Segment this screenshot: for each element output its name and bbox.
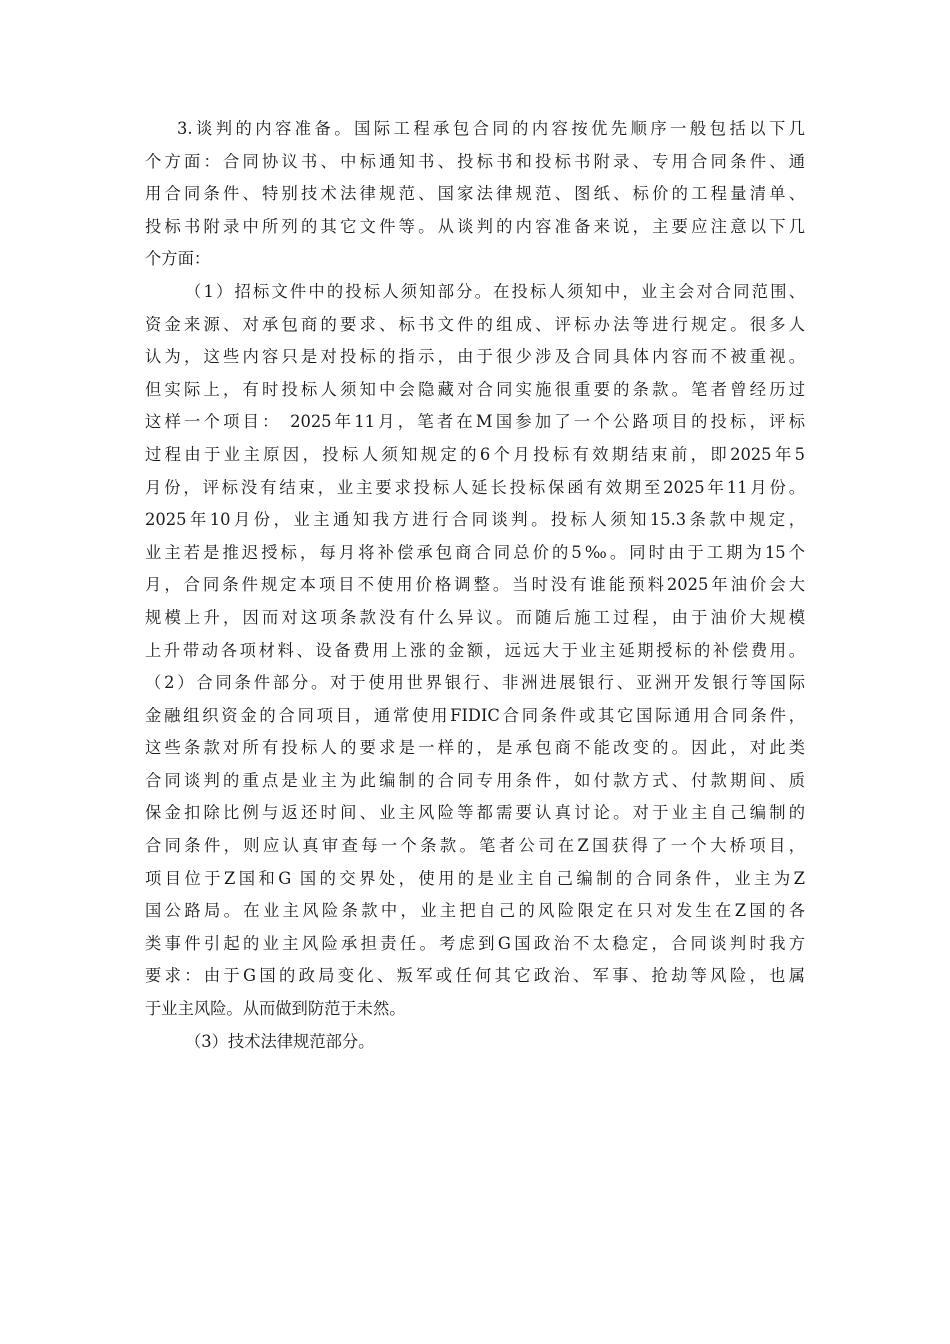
text-line: 国公路局。在业主风险条款中，业主把自己的风险限定在只对发生在Z国的各 xyxy=(145,901,805,921)
text-line: 2025年10月份，业主通知我方进行合同谈判。投标人须知15.3条款中规定， xyxy=(145,510,805,530)
text-line: 这样一个项目： 2025年11月，笔者在M国参加了一个公路项目的投标，评标 xyxy=(145,412,805,432)
text-line: 个方面： xyxy=(145,249,211,269)
text-line: 业主若是推迟授标，每月将补偿承包商合同总价的5‰。同时由于工期为15个 xyxy=(145,542,805,562)
text-line: 于业主风险。从而做到防范于未然。 xyxy=(145,999,406,1019)
text-line: 过程由于业主原因，投标人须知规定的6个月投标有效期结束前，即2025年5 xyxy=(145,444,805,464)
text-line: 资金来源、对承包商的要求、标书文件的组成、评标办法等进行规定。很多人 xyxy=(145,314,805,334)
text-line: 合同谈判的重点是业主为此编制的合同专用条件，如付款方式、付款期间、质 xyxy=(145,770,805,790)
text-line: 但实际上，有时投标人须知中会隐藏对合同实施很重要的条款。笔者曾经历过 xyxy=(145,379,805,399)
text-line: 上升带动各项材料、设备费用上涨的金额，远远大于业主延期授标的补偿费用。 xyxy=(145,640,805,660)
text-line: 投标书附录中所列的其它文件等。从谈判的内容准备来说，主要应注意以下几 xyxy=(145,216,805,236)
text-line: 个方面：合同协议书、中标通知书、投标书和投标书附录、专用合同条件、通 xyxy=(145,151,805,171)
text-line: 项目位于Z国和G 国的交界处，使用的是业主自己编制的合同条件，业主为Z xyxy=(145,868,805,888)
text-line: 用合同条件、特别技术法律规范、国家法律规范、图纸、标价的工程量清单、 xyxy=(145,184,805,204)
text-line: 要求：由于G国的政局变化、叛军或任何其它政治、军事、抢劫等风险，也属 xyxy=(145,966,805,986)
text-line: 规模上升，因而对这项条款没有什么异议。而随后施工过程，由于油价大规模 xyxy=(145,607,805,627)
text-line: 认为，这些内容只是对投标的指示，由于很少涉及合同具体内容而不被重视。 xyxy=(145,347,805,367)
text-line: （2）合同条件部分。对于使用世界银行、非洲进展银行、亚洲开发银行等国际 xyxy=(145,673,805,693)
text-line: （3）技术法律规范部分。 xyxy=(185,1031,375,1051)
text-line: 保金扣除比例与返还时间、业主风险等都需要认真讨论。对于业主自己编制的 xyxy=(145,803,805,823)
text-line: 月份，评标没有结束，业主要求投标人延长投标保函有效期至2025年11月份。 xyxy=(145,477,805,497)
text-line: 合同条件，则应认真审查每一个条款。笔者公司在Z国获得了一个大桥项目， xyxy=(145,836,805,856)
text-line: 月，合同条件规定本项目不使用价格调整。当时没有谁能预料2025年油价会大 xyxy=(145,575,805,595)
text-line: （1）招标文件中的投标人须知部分。在投标人须知中，业主会对合同范围、 xyxy=(185,281,805,301)
text-line: 类事件引起的业主风险承担责任。考虑到G国政治不太稳定，合同谈判时我方 xyxy=(145,933,805,953)
text-line: 这些条款对所有投标人的要求是一样的，是承包商不能改变的。因此，对此类 xyxy=(145,738,805,758)
text-line: 金融组织资金的合同项目，通常使用FIDIC合同条件或其它国际通用合同条件， xyxy=(145,705,805,725)
text-line: 3.谈判的内容准备。国际工程承包合同的内容按优先顺序一般包括以下几 xyxy=(177,119,805,138)
document-body xyxy=(145,113,805,1058)
